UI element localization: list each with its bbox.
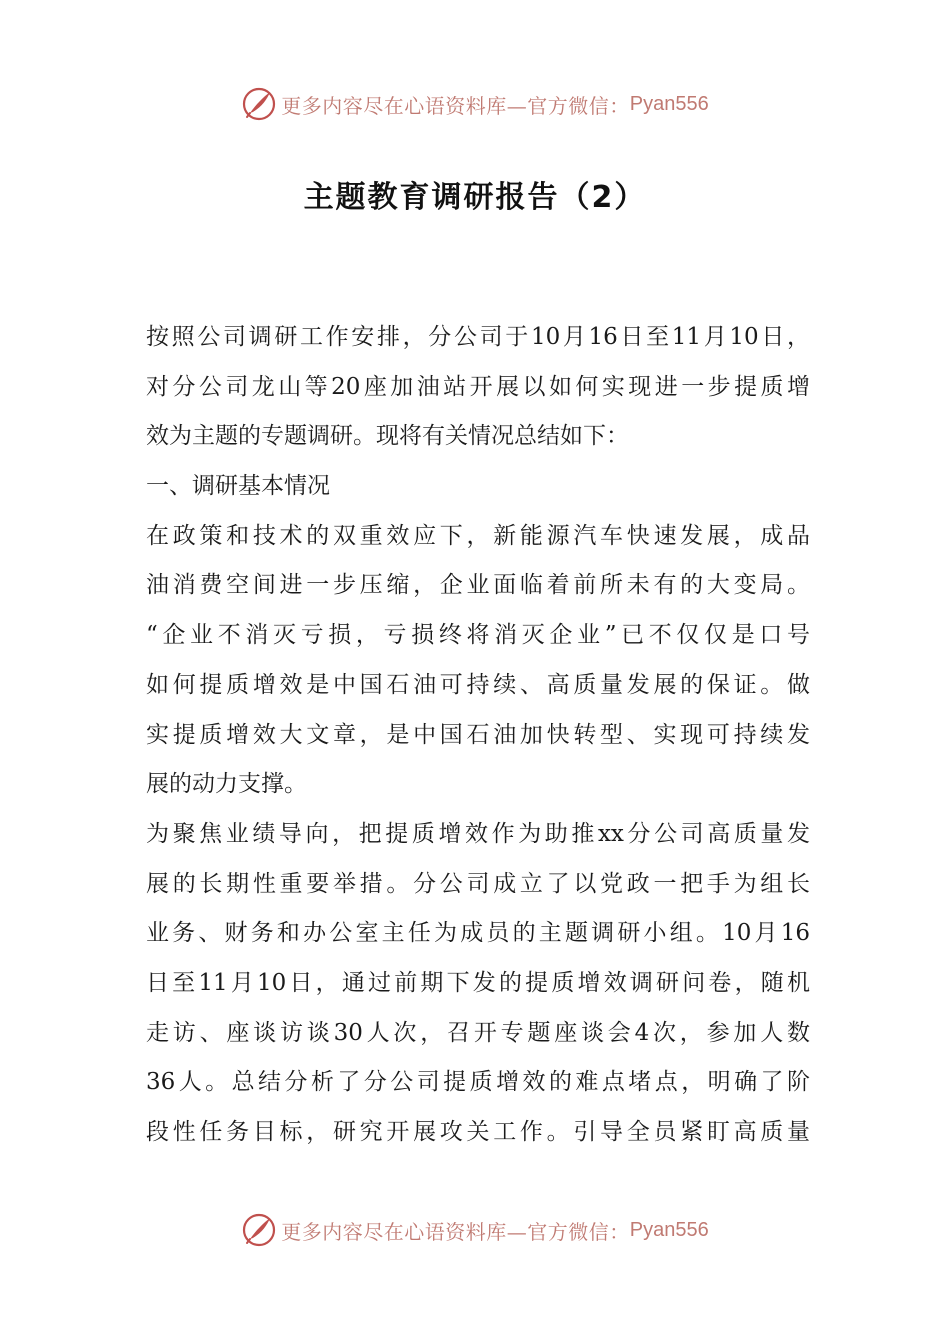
body-line: 在政策和技术的双重效应下，新能源汽车快速发展，成品 [146, 522, 810, 549]
wechat-id: Pyan556 [629, 1218, 709, 1241]
body-line: 实提质增效大文章，是中国石油加快转型、实现可持续发 [146, 721, 810, 748]
body-line: 日至11月10日，通过前期下发的提质增效调研问卷，随机 [146, 969, 810, 996]
body-line: 业务、财务和办公室主任为成员的主题调研小组。10月16 [146, 920, 810, 947]
body-line: 36人。总结分析了分公司提质增效的难点堵点，明确了阶 [146, 1069, 810, 1096]
body-line: 效为主题的专题调研。现将有关情况总结如下： [146, 423, 629, 450]
footer-watermark [0, 1210, 950, 1250]
body-line: 油消费空间进一步压缩，企业面临着前所未有的大变局。 [146, 572, 810, 599]
body-line: 对分公司龙山等20座加油站开展以如何实现进一步提质增 [146, 373, 810, 400]
wechat-id: Pyan556 [629, 92, 709, 115]
quill-pen-logo-icon [241, 86, 277, 122]
body-line: 走访、座谈访谈30人次，召开专题座谈会4次，参加人数 [146, 1019, 810, 1046]
section-heading: 一、调研基本情况 [146, 473, 330, 500]
watermark-text: 更多内容尽在心语资料库—官方微信： [281, 93, 630, 118]
body-line: “企业不消灭亏损，亏损终将消灭企业”已不仅仅是口号 [146, 622, 810, 649]
watermark-text: 更多内容尽在心语资料库—官方微信： [281, 1219, 630, 1244]
body-line: 展的动力支撑。 [146, 771, 307, 798]
page-title: 主题教育调研报告（2） [303, 180, 647, 215]
body-line: 段性任务目标，研究开展攻关工作。引导全员紧盯高质量 [146, 1119, 810, 1145]
quill-pen-logo-icon [241, 1212, 277, 1248]
header-watermark [0, 84, 950, 124]
body-line: 为聚焦业绩导向，把提质增效作为助推xx分公司高质量发 [146, 820, 810, 847]
body-line: 按照公司调研工作安排，分公司于10月16日至11月10日， [146, 324, 810, 350]
body-line: 展的长期性重要举措。分公司成立了以党政一把手为组长 [146, 870, 810, 897]
document-body [146, 313, 810, 1158]
body-line: 如何提质增效是中国石油可持续、高质量发展的保证。做 [146, 671, 810, 698]
